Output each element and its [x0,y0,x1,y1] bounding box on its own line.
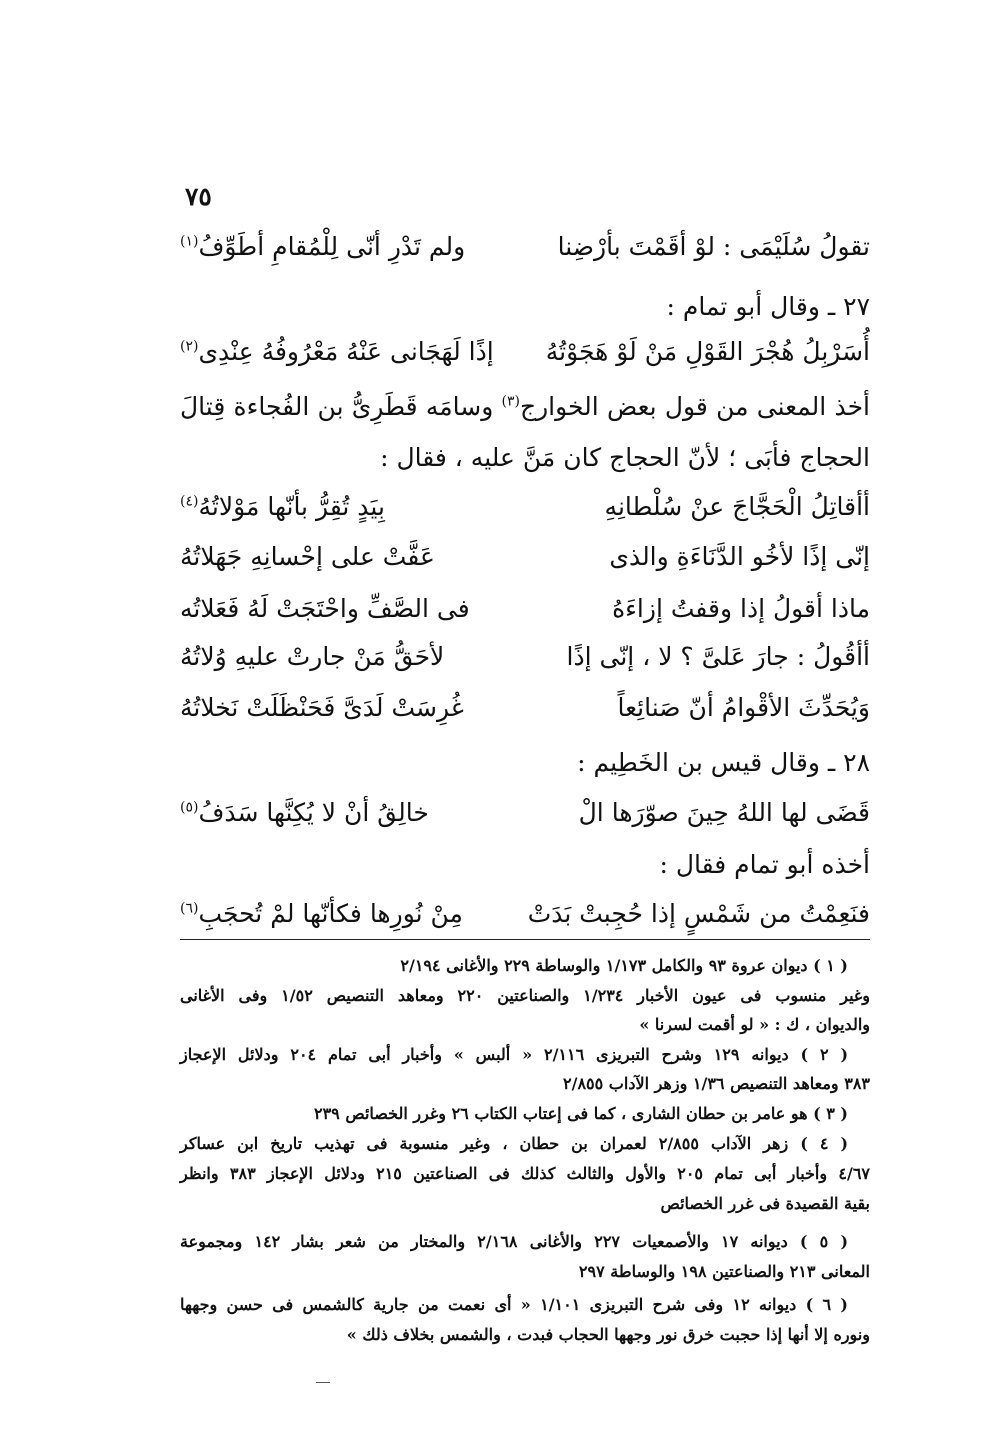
prose-line [180,392,870,422]
verse-first-hemistich: تقولُ سُلَيْمَى : لوْ أقَمْتَ بأرْضِنا [557,232,870,261]
verse-second-hemistich: عَفَّتْ على إحْسانِهِ جَهَلاتُهُ [180,542,435,571]
verse-first-hemistich: ماذا أقولُ إذا وقفتُ إزاءَهُ [612,594,870,623]
verse-line [180,642,870,672]
footnote: ٣٨٣ ومعاهد التنصيص ١/٣٦ وزهر الآداب ٢/٨٥٥ [563,1074,870,1093]
page-number: ٧٥ [185,182,212,211]
footnote: والديوان ، ك : « لو أقمت لسرنا » [639,1015,870,1034]
footnote-marker: (١) [180,233,199,250]
footnote-marker: (٢) [180,338,199,355]
verse-second-hemistich: لأحَقُّ مَنْ جارتْ عليهِ وُلاتُهُ [180,642,445,671]
verse-second-hemistich [180,492,385,522]
footnote: ونوره إلا أنها إذا حجبت خرق نور وجهها الحجاب فبدت ، والشمس بخلاف ذلك » [346,1325,870,1344]
verse-second-hemistich [180,798,429,828]
footnote-marker: (٥) [180,799,199,816]
verse-first-hemistich: فنَعِمْتُ من شَمْسٍ إذا حُجِبتْ بَدَتْ [527,899,870,928]
footnote: ٤/٦٧ وأخبار أبى تمام ٢٠٥ والأول والثالث كذلك فى الصناعتين ٢١٥ ودلائل الإعجاز ٣٨٣ وانظر [180,1164,870,1183]
verse-line [180,232,870,262]
prose-line: الحجاج فأبَى ؛ لأنّ الحجاج كان مَنَّ عليه ، فقال : [380,443,870,472]
verse-second-hemistich [180,899,463,929]
footnote-separator [180,939,870,940]
verse-first-hemistich: وَيُحَدِّثَ الأقْوامُ أنّ صَنائِعاً [617,693,870,722]
verse-first-hemistich: أُسَرْبِلُ هُجْرَ القَوْلِ مَنْ لَوْ هَجَوْتُهُ [545,337,870,366]
section-heading: ٢٨ ـ وقال قيس بن الخَطِيم : [577,748,870,777]
footnote-marker: (٣) [501,393,520,410]
footnote: ( ٦ ) ديوانه ١٢ وفى شرح التبريزى ١/١٠١ « أى نعمت من جارية كالشمس فى حسن وجهها [180,1295,848,1314]
verse-line [180,492,870,522]
footnote: ( ٢ ) ديوانه ١٢٩ وشرح التبريزى ٢/١١٦ « ألبس » وأخبار أبى تمام ٢٠٤ ودلائل الإعجاز [180,1045,849,1064]
verse-second-hemistich [180,337,494,367]
footnote: ( ٣ ) هو عامر بن حطان الشارى ، كما فى إعتاب الكتاب ٢٦ وغرر الخصائص ٢٣٩ [313,1104,848,1123]
prose-text: أخذ المعنى من قول بعض الخوارج [519,392,870,421]
verse-text: ولم تَدْرِ أنّى لِلْمُقامِ أطَوِّفُ [198,232,466,261]
footnote: ( ٥ ) ديوانه ١٧ والأصمعيات ٢٢٧ والأغانى ٢/١٦٨ والمختار من شعر بشار ١٤٢ ومجموعة [180,1232,849,1251]
verse-first-hemistich: أأقُولُ : جارَ عَلىَّ ؟ لا ، إنّى إذًا [566,642,870,671]
verse-first-hemistich: قَضَى لها اللهُ حِينَ صوّرَها الْ [578,798,870,827]
verse-line [180,337,870,367]
verse-second-hemistich: فى الصَّفِّ واحْتَجَتْ لَهُ فَعَلاتُه [180,594,470,623]
section-heading: أخذه أبو تمام فقال : [659,850,870,879]
verse-text: بِيَدٍ تُقِرُّ بأنّها مَوْلاتُهُ [198,492,385,521]
verse-line [180,594,870,624]
verse-first-hemistich: أأقاتِلُ الْحَجَّاجَ عنْ سُلْطانِهِ [604,492,870,521]
footnote: بقية القصيدة فى غرر الخصائص [660,1194,870,1213]
footnote: ( ١ ) ديوان عروة ٩٣ والكامل ١/١٧٣ والوساطة ٢٢٩ والأغانى ٢/١٩٤ [400,956,848,975]
bottom-mark [316,1382,330,1383]
verse-text: إذًا لَهَجَانى عَنْهُ مَعْرُوفُهُ عِنْدِى [198,337,494,366]
verse-line [180,798,870,828]
verse-line [180,899,870,929]
footnote-marker: (٤) [180,493,199,510]
footnote: وغير منسوب فى عيون الأخبار ١/٢٣٤ والصناعتين ٢٢٠ ومعاهد التنصيص ١/٥٢ وفى الأغانى [180,986,870,1005]
verse-line [180,542,870,572]
verse-second-hemistich: غُرِسَتْ لَدَىَّ فَحَنْظَلَتْ نَخلاتُهُ [180,693,464,722]
prose-text: وسامَه قَطَرِىُّ بن الفُجاءة قِتالَ [180,392,502,421]
section-heading: ٢٧ ـ وقال أبو تمام : [666,292,870,321]
footnote-marker: (٦) [180,900,199,917]
verse-text: خالِقُ أنْ لا يُكِنَّها سَدَفُ [198,798,429,827]
verse-line [180,693,870,723]
footnote: ( ٤ ) زهر الآداب ٢/٨٥٥ لعمران بن حطان ، وغير منسوبة فى تهذيب تاريخ ابن عساكر [180,1134,849,1153]
verse-text: مِنْ نُورِها فكأنّها لمْ تُحجَبِ [198,899,463,928]
footnote: المعانى ٢١٣ والصناعتين ١٩٨ والوساطة ٢٩٧ [578,1262,870,1281]
verse-second-hemistich [180,232,465,262]
verse-first-hemistich: إنّى إذًا لأخُو الدَّنَاءَةِ والذى [609,542,870,571]
